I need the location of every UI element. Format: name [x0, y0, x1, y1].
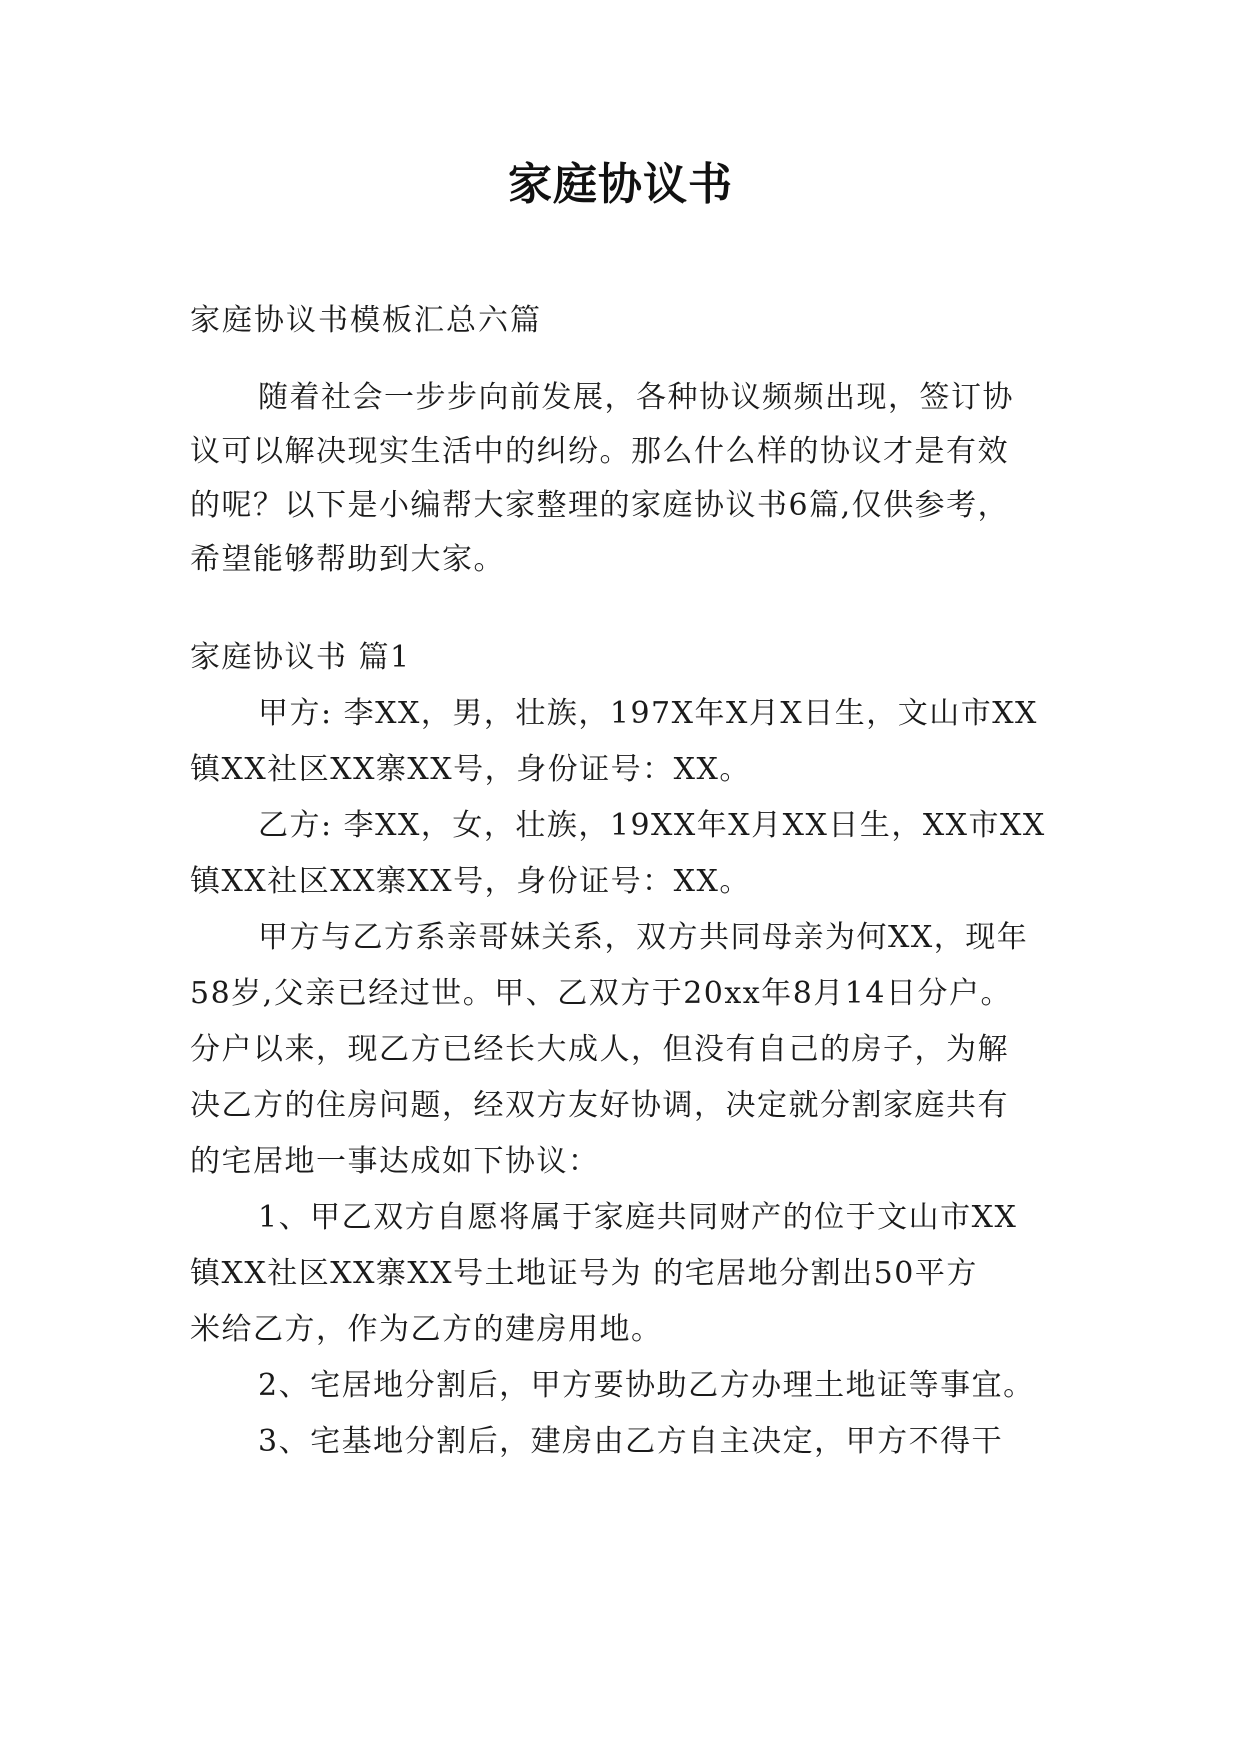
- relation-line: 的宅居地一事达成如下协议：: [190, 1144, 600, 1179]
- clause-1-line: 1、甲乙双方自愿将属于家庭共同财产的位于文山市XX: [258, 1200, 1018, 1235]
- party-b-line: 镇XX社区XX寨XX号，身份证号：XX。: [190, 864, 751, 899]
- clause-1-line: 米给乙方，作为乙方的建房用地。: [190, 1312, 663, 1347]
- section-heading: 家庭协议书 篇1: [190, 640, 411, 675]
- intro-line: 议可以解决现实生活中的纠纷。那么什么样的协议才是有效: [190, 434, 1009, 469]
- intro-line: 随着社会一步步向前发展，各种协议频频出现，签订协: [258, 380, 1014, 415]
- party-a-line: 甲方: 李XX，男，壮族，197X年X月X日生，文山市XX: [258, 696, 1038, 731]
- party-a-line: 镇XX社区XX寨XX号，身份证号：XX。: [190, 752, 751, 787]
- relation-line: 58岁,父亲已经过世。甲、乙双方于20xx年8月14日分户。: [190, 976, 1012, 1011]
- clause-1-line: 镇XX社区XX寨XX号土地证号为 的宅居地分割出50平方: [190, 1256, 978, 1291]
- clause-3: 3、宅基地分割后，建房由乙方自主决定，甲方不得干: [258, 1424, 1004, 1459]
- intro-line: 的呢？以下是小编帮大家整理的家庭协议书6篇,仅供参考，: [190, 488, 1010, 523]
- clause-2: 2、宅居地分割后，甲方要协助乙方办理土地证等事宜。: [258, 1368, 1035, 1403]
- relation-line: 分户以来，现乙方已经长大成人，但没有自己的房子，为解: [190, 1032, 1009, 1067]
- document-subtitle: 家庭协议书模板汇总六篇: [190, 303, 542, 338]
- party-b-line: 乙方: 李XX，女，壮族，19XX年X月XX日生，XX市XX: [258, 808, 1046, 843]
- intro-line: 希望能够帮助到大家。: [190, 542, 505, 577]
- relation-line: 决乙方的住房问题，经双方友好协调，决定就分割家庭共有: [190, 1088, 1009, 1123]
- relation-line: 甲方与乙方系亲哥妹关系，双方共同母亲为何XX，现年: [258, 920, 1029, 955]
- document-title: 家庭协议书: [508, 159, 733, 210]
